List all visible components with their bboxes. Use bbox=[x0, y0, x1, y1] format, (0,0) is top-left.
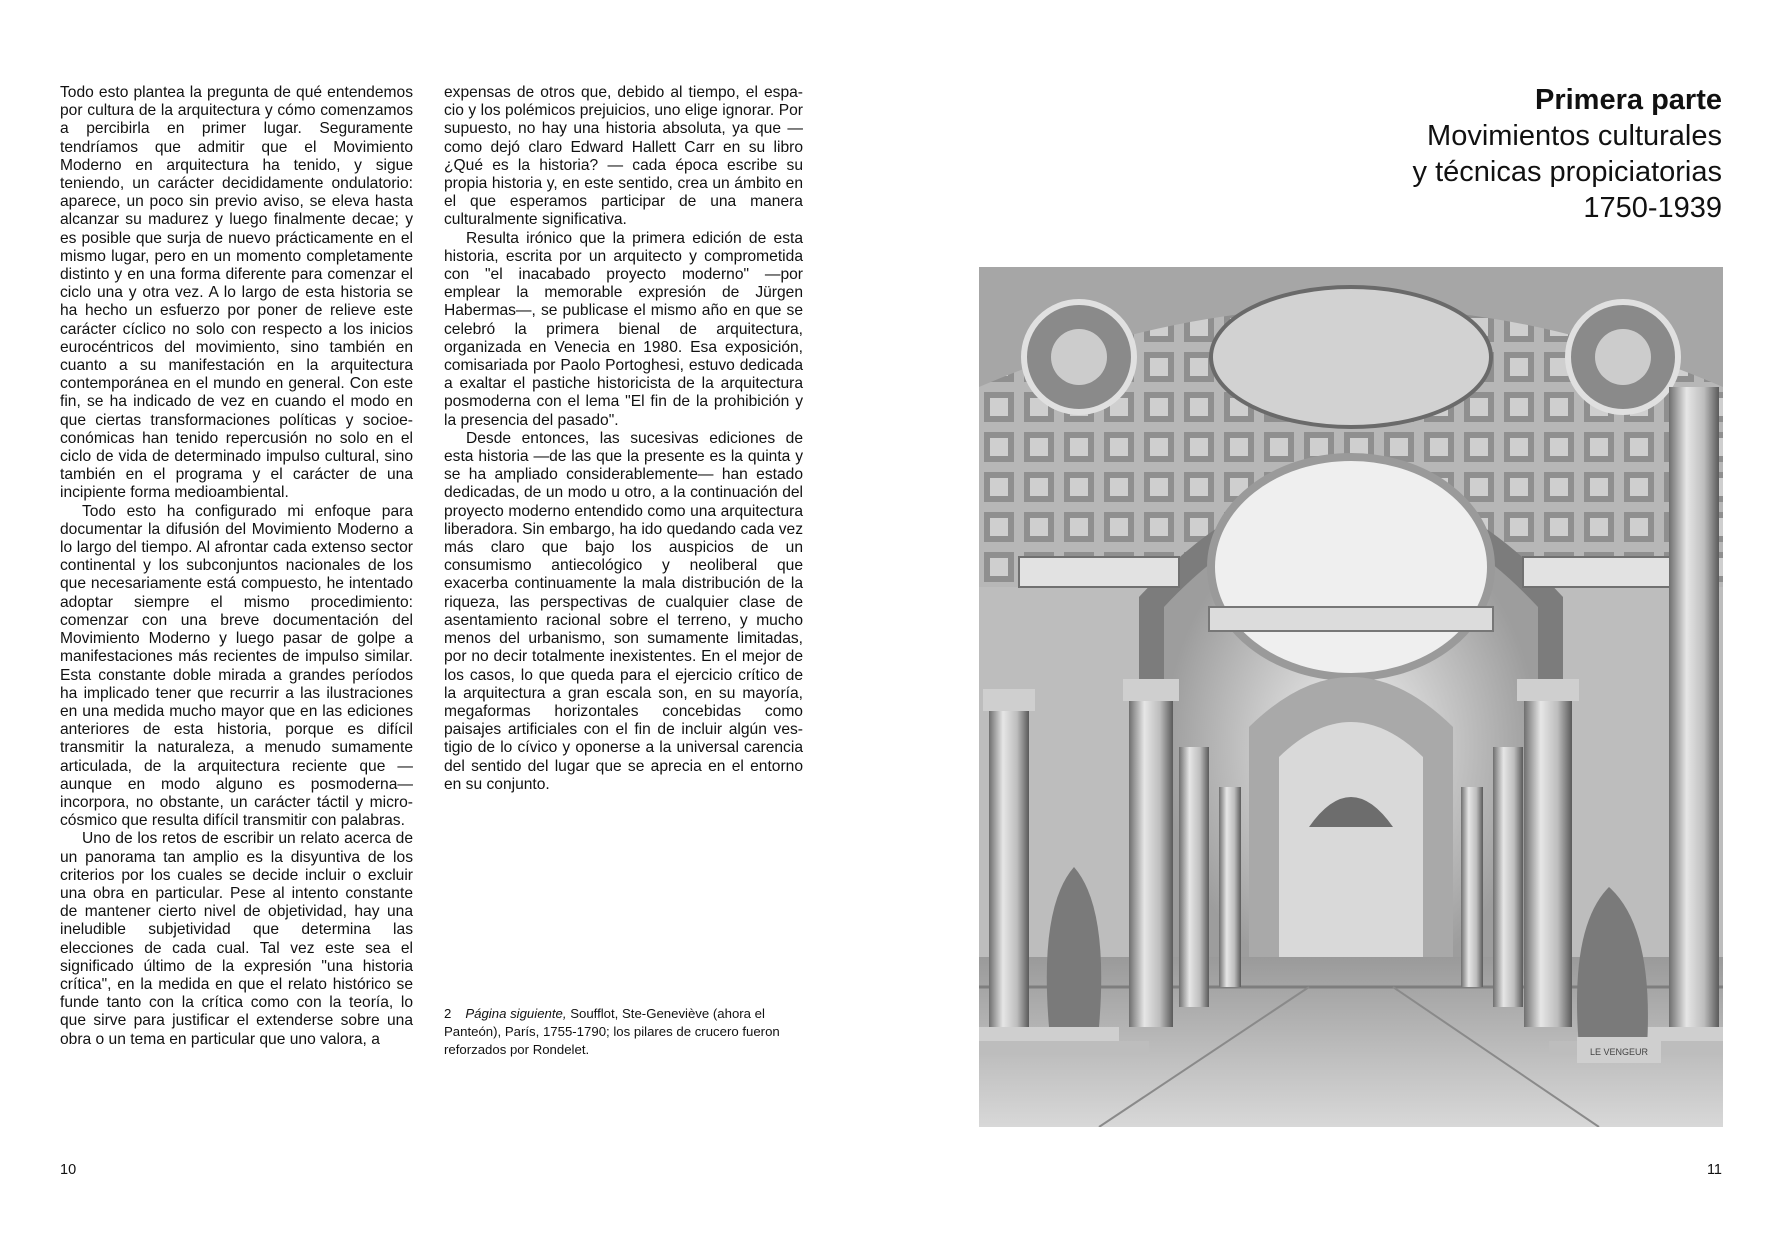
paragraph: Todo esto ha configurado mi enfoque para documentar la difusión del Movimiento Moderno a lo largo del tiempo. Al afrontar cada extenso sector continental y los subconjuntos nacionales de los que necesariamente está compuesto, he intentado adoptar siempre el mismo procedimiento: comenzar con una breve documentación del Movimiento Moderno y luego pasar de golpe a manifestaciones más recientes de impulso similar. Esta constante doble mirada a grandes períodos ha implicado tener que recurrir a las ilustraciones en una medida mucho mayor que en las ediciones anteriores de esta historia, porque es difícil transmitir la naturaleza, a menudo sumamente articulada, de la arquitectura reciente que —aunque en modo alguno es posmoderna— incorpora, no obstante, un carácter táctil y microcósmico que resulta difícil transmitir con palabras. bbox=[60, 502, 413, 830]
caption-number: 2 bbox=[444, 1006, 452, 1021]
part-years: 1750-1939 bbox=[1583, 192, 1722, 224]
paragraph: Uno de los retos de escribir un relato acerca de un panorama tan amplio es la disyuntiva de los criterios por los cuales se decide incluir o excluir una obra en particular. Pese al intento constante de mantener cierto nivel de objetividad, hay una ineludible subjetividad que determina las elecciones de cada cual. Tal vez este sea el significado último de la expresión "una historia crítica", en la medida en que el relato histórico se funde tanto con la crítica como con la teoría, lo que sirve para justificar el extenderse sobre una obra o un tema en particular que uno valora, a bbox=[60, 830, 413, 1048]
part-heading bbox=[1413, 82, 1722, 226]
part-title-line2: y técnicas propiciatorias bbox=[1412, 156, 1722, 188]
page-number-right: 11 bbox=[1706, 1162, 1722, 1178]
paragraph: Todo esto plantea la pregunta de qué entendemos por cultura de la arquitectura y cómo comenzamos a percibirla en primer lugar. Seguramente tendríamos que admitir que el Movimiento Moderno en arquitectura ha tenido, y sigue teniendo, un carácter decididamente ondulatorio: aparece, un poco sin previo aviso, se eleva hasta alcanzar su madurez y luego finalmente decae; y es posible que surja de nuevo prácticamente en el mismo lugar, pero en un momento completamente distinto y en una forma diferente para comenzar el ciclo una y otra vez. A lo largo de esta historia se ha hecho un esfuerzo por poner de relieve este carácter cíclico no solo con respecto a los inicios eurocéntricos del movimiento, sino también en cuanto a su manifestación en la arquitectura contemporánea en el mundo en general. Con este fin, se ha indicado de vez en cuando el modo en que ciertas transformaciones políticas y socioeconómicas han tenido repercusión no solo en el ciclo de vida de determinado impulso cultural, sino también en el programa y el carácter de una incipiente forma medioambiental. bbox=[60, 84, 413, 502]
inscription: LE VENGEUR bbox=[1589, 1047, 1649, 1057]
text-column-2 bbox=[444, 84, 803, 794]
caption-text: Soufflot, Ste-Geneviève (ahora el Panteón), París, 1755-1790; los pilares de crucero fueron reforzados por Rondelet. bbox=[444, 1006, 780, 1057]
part-title-line1: Movimientos culturales bbox=[1427, 120, 1722, 152]
paragraph: Resulta irónico que la primera edición de esta historia, escrita por un arquitecto y comprometida con "el inacabado proyecto moderno" —por emplear la memorable expresión de Jürgen Habermas—, se publicase el mismo año en que se celebró la primera bienal de arquitectura, organizada en Venecia en 1980. Esa exposición, comisariada por Paolo Portoghesi, estuvo dedicada a exaltar el pastiche historicista de la arquitectura posmoderna con el lema "El fin de la prohibición y la presencia del pasado". bbox=[444, 229, 803, 429]
pantheon-interior-photo bbox=[979, 267, 1723, 1127]
paragraph: Desde entonces, las sucesivas ediciones de esta historia —de las que la presente es la quinta y se ha ampliado considerablemente— han estado dedicadas, de un modo u otro, a la continuación del proyecto moderno entendido como una arquitectura liberadora. Sin embargo, ha ido quedando cada vez más claro que bajo los auspicios de un consumismo antiecológico y neoliberal que exacerba continuamente la mala distribución de la riqueza, las perspectivas de cualquier clase de asentamiento racional sobre el terreno, y mucho menos del urbanismo, son sumamente limitadas, por no decir totalmente inexistentes. En el mejor de los casos, lo que queda para el ejercicio crítico de la arquitectura a gran escala son, en su mayoría, megaformas horizontales concebidas como paisajes artificiales con el fin de incluir algún vestigio de lo cívico y oponerse a la universal carencia del sentido del lugar que se aprecia en el entorno en su conjunto. bbox=[444, 429, 803, 793]
caption-lead: Página siguiente, bbox=[465, 1006, 567, 1021]
part-label: Primera parte bbox=[1535, 84, 1722, 116]
text-column-1 bbox=[60, 84, 413, 1049]
page-number-left: 10 bbox=[60, 1162, 77, 1178]
paragraph: expensas de otros que, debido al tiempo, el espacio y los polémicos prejuicios, uno elige ignorar. Por supuesto, no hay una historia absoluta, ya que —como dejó claro Edward Hallett Carr en su libro ¿Qué es la historia? — cada época escribe su propia historia y, en este sentido, crea un ámbito en el que esperamos participar de una manera culturalmente significativa. bbox=[444, 84, 803, 229]
figure-caption bbox=[444, 1005, 803, 1059]
